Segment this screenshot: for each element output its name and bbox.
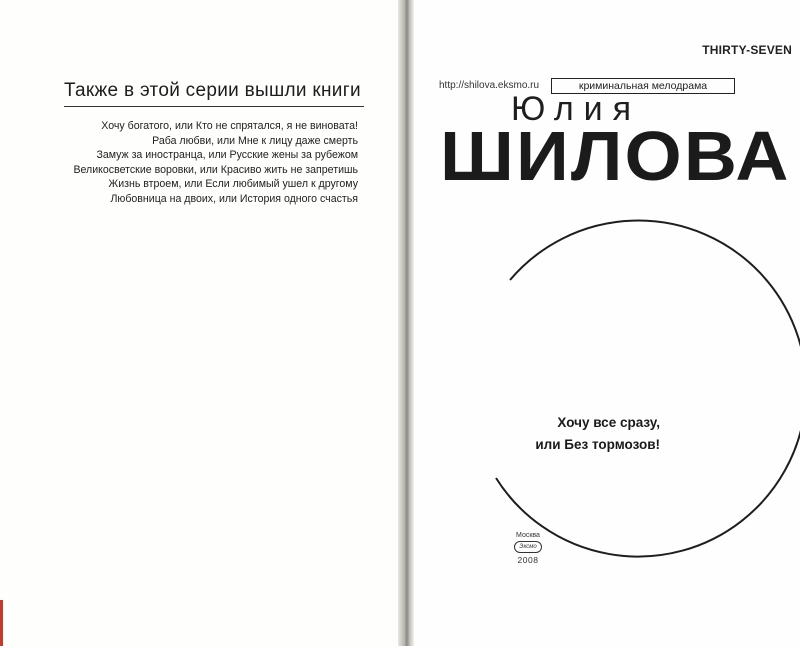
book-spine xyxy=(398,0,414,646)
title-line-1: Хочу все сразу, xyxy=(557,415,660,430)
list-item: Любовница на двоих, или История одного счастья xyxy=(110,192,358,205)
imprint xyxy=(510,532,546,565)
publisher-logo: Эксмо xyxy=(514,541,542,553)
heading-underline xyxy=(64,106,364,107)
genre-label: криминальная мелодрама xyxy=(551,78,735,94)
list-item: Великосветские воровки, или Красиво жить не запретишь xyxy=(73,163,358,176)
list-item: Жизнь втроем, или Если любимый ушел к другому xyxy=(108,178,358,191)
imprint-city: Москва xyxy=(516,532,540,539)
author-first-name: Юлия xyxy=(511,90,642,128)
book-title xyxy=(500,412,660,456)
left-page xyxy=(0,0,398,646)
series-heading: Также в этой серии вышли книги xyxy=(64,80,361,101)
author-last-name: ШИЛОВА xyxy=(440,117,791,195)
list-item: Замуж за иностранца, или Русские жены за рубежом xyxy=(96,149,358,162)
list-item: Раба любви, или Мне к лицу даже смерть xyxy=(152,134,358,147)
publisher-mark: THIRTY-SEVEN xyxy=(702,43,792,57)
author-url: http://shilova.eksmo.ru xyxy=(439,80,540,91)
list-item: Хочу богатого, или Кто не спрятался, я не виновата! xyxy=(101,120,358,132)
book-list xyxy=(40,119,358,207)
decorative-arc xyxy=(414,160,800,560)
page-edge-mark xyxy=(0,600,3,646)
imprint-year: 2008 xyxy=(517,555,539,565)
title-line-2: или Без тормозов! xyxy=(535,437,660,452)
